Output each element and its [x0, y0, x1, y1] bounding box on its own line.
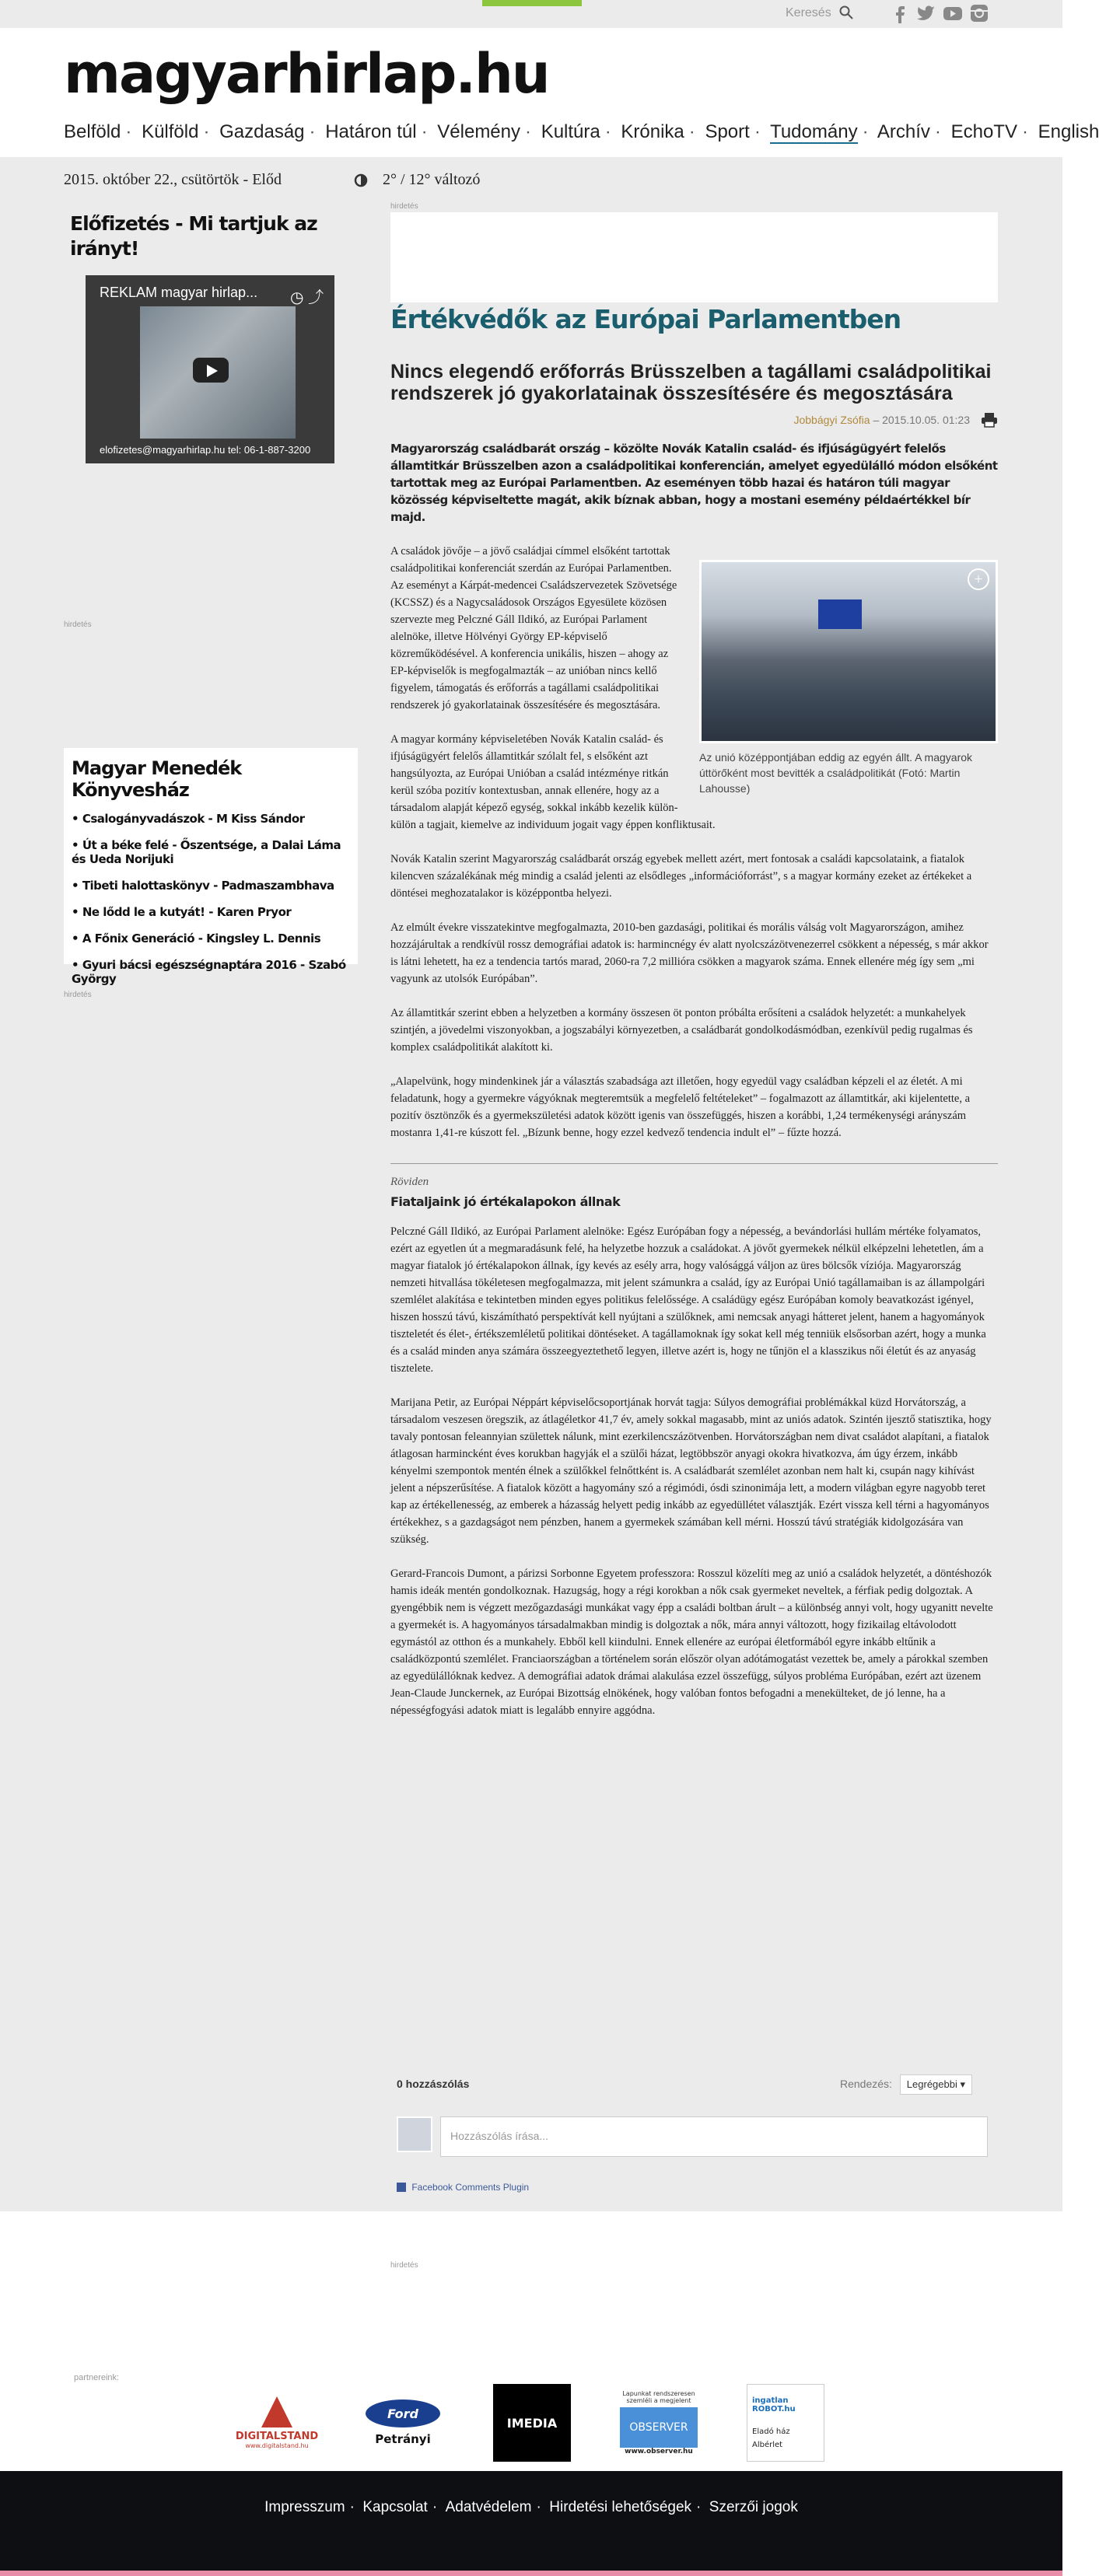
book-item[interactable]: • Ne lődd le a kutyát! - Karen Pryor — [72, 905, 350, 919]
comment-compose — [397, 2116, 988, 2158]
nav-echotv[interactable]: EchoTV — [950, 121, 1017, 142]
avatar — [397, 2116, 432, 2152]
zoom-icon[interactable]: + — [968, 568, 989, 590]
video-title: REKLAM magyar hirlap... — [100, 285, 258, 300]
site-header — [0, 28, 1099, 157]
subscribe-title[interactable]: Előfizetés - Mi tartjuk az irányt! — [70, 212, 317, 260]
facebook-small-icon — [397, 2183, 406, 2192]
article-title: Értékvédők az Európai Parlamentben — [390, 304, 901, 334]
article-paragraph: „Alapelvünk, hogy mindenkinek jár a választás szabadsága azt illetően, hogy egyedül vagy családban képzeli el az életét. A mi feladatunk, hogy a gyermekre vágyóknak megteremtsük a megfelelő feltételeket” – fogalmazott az államtitkár, aki kijelentette, a pozitív ösztönzők és a gyermekszületési adatok között igenis van összefüggés, hiszen a korábbi, 1,24 termékenységi arányszám mostanra 1,41-re kúszott fel. „Bízunk benne, hogy ezzel kedvező tendencia indult el” – fűzte hozzá. — [390, 1075, 971, 1139]
nav-kulfold[interactable]: Külföld — [142, 121, 199, 142]
book-item[interactable]: • Csalogányvadászok - M Kiss Sándor — [72, 812, 350, 826]
page-body — [0, 157, 1062, 2515]
footer-szerzoi-jogok[interactable]: Szerzői jogok — [709, 2499, 798, 2515]
nav-belfold[interactable]: Belföld — [64, 121, 121, 142]
comment-input[interactable]: Hozzászólás írása... — [440, 2116, 988, 2157]
photo-caption: Az unió középpontjában eddig az egyén állt. A magyarok úttörőként most bevitték a családpolitikát (Fotó: Martin Lahousse) — [699, 751, 973, 795]
article-paragraph: Marijana Petir, az Európai Néppárt képviselőcsoportjának horvát tagja: Súlyos demográfiai problémákkal küzd Horvátország, a társadalom veszesen öregszik, az átlagéletkor 41,7 év, amely sokkal magasabb, mint az uniós adatok. Szintén ijesztő statisztika, hogy tavaly pontosan feleannyian születtek nálunk, mint ezerkilencszázötvenben. Horvátországban nem divat családot alapítani, a fiatalok átlagosan harmincként éves korukban hagyják el a szülői házat, legtöbbször anyagi okokra hivatkozva, ám úgy érzem, inkább kényelmi szempontok mentén élnek a szülőkkel felnőttként is. A családbarát szemlélet azonban nem halt ki, csupán nagy kihívást jelent a népszerűsítése. A fiatalok között a hagyomány szó a régimódi, ósdi szinonimája lett, a modern világban egyre nagyobb teret kap az értékellenesség, az emberek a házasság helyett pedig inkább az egyedüllétet választják. Ezért vissza kell térni a hagyományos értékekhez, s a gazdagságot nem pénzben, hanem a gyermekek számában kell mérni. Hosszú távú stratégiák kidolgozására van szükség. — [390, 1396, 992, 1546]
article-paragraph: Az államtitkár szerint ebben a helyzetben a kormány összesen öt ponton próbálta erősíteni a családok helyzetét: a munkahelyek szintjén, a jövedelmi viszonyokban, a jogszabályi környezetben, a családbarát gondolkodásmódban, ezenkívül pedig rugalmas és komplex családpolitikát alakított ki. — [390, 1007, 973, 1054]
section-divider — [390, 1163, 998, 1164]
article-paragraph: Pelczné Gáll Ildikó, az Európai Parlament alelnöke: Egész Európában fogy a népesség, a bevándorlási hullám mértéke folyamatos, ezért az egyetlen út a megmaradásunk felé, ha helyzetbe hozzuk a családokat. A jövőt gyermekek nélkül elképzelni lehetetlen, ám a magyar fiatalok jó értékalapokon állnak, így kevés az esély arra, hogy valósággá váljon az üres bölcsők víziója. Magyarország nemzeti hitvallása tökéletesen megfogalmazza, mit jelent számunkra a család, így az Európai Unió tagállamaiban is az állampolgári szemlélet alakítása e tekintetben minden egyes politikus felelőssége. A családügy egész Európában komoly beavatkozást igényel, hiszen hosszú távú, kiszámítható perspektívát kell nyújtani a szülőknek, ami nemcsak anyagi hátteret jelent, hanem a hagyományok tiszteletét és élet-, értékszemléletű politikai döntéseket. A tagállamoknak így sokat kell még tenniük elsősorban azért, hogy a munka és a család minden anya számára összeegyeztethető legyen, illetve azért is, hogy ne tűnjön el a klasszikus női életút és az anyaság tisztelete. — [390, 1225, 986, 1375]
footer-adatvedelem[interactable]: Adatvédelem — [445, 2499, 532, 2515]
nav-english[interactable]: English — [1038, 121, 1099, 142]
eu-flag — [818, 599, 862, 629]
article-lead: Magyarország családbarát ország – közölte Novák Katalin család- és ifjúságügyért felelős államtitkár Brüsszelben azon a családpolitikai konferencián, amelyet egyedülálló módon elsőként tartottak meg az Európai Parlamentben. Az eseményen több hazai és határon túli magyar közösség képviseltette magát, akik bíznak abban, hogy a mostani esemény példaértékkel bír majd. — [390, 442, 998, 524]
book-item[interactable]: • Gyuri bácsi egészségnaptára 2016 - Szabó György — [72, 958, 350, 986]
site-logo[interactable]: magyarhirlap.hu — [64, 42, 549, 106]
ad-label: hirdetés — [64, 991, 92, 999]
sort-control — [840, 2074, 972, 2095]
publish-date: – 2015.10.05. 01:23 — [873, 414, 970, 426]
roviden-label: Röviden — [390, 1176, 429, 1188]
article-paragraph: Novák Katalin szerint Magyarország családbarát ország egyebek mellett azért, mert fontosak a családi kapcsolataink, a fiatalok kilencven százalékának még mindig a család jelenti az elsődleges „információforrást”, s a magyar kormány ezeket az értékeket a döntései meghozatalakor is középpontba helyezi. — [390, 853, 972, 900]
top-ad-box[interactable] — [390, 212, 998, 302]
site-footer: Impresszum · Kapcsolat · Adatvédelem · Hirdetési lehetőségek · Szerzői jogok — [0, 2471, 1062, 2571]
nav-kronika[interactable]: Krónika — [621, 121, 684, 142]
facebook-icon[interactable] — [890, 3, 910, 23]
weather-icon — [352, 173, 372, 188]
book-item[interactable]: • Tibeti halottaskönyv - Padmaszambhava — [72, 879, 350, 893]
ad-label: hirdetés — [64, 620, 92, 629]
footer-impresszum[interactable]: Impresszum — [264, 2499, 345, 2515]
nav-hataron-tul[interactable]: Határon túl — [325, 121, 417, 142]
book-item[interactable]: • Út a béke felé - Őszentsége, a Dalai Láma és Ueda Norijuki — [72, 838, 350, 866]
partner-logo-ingatlanrobot[interactable]: ingatlan ROBOT.hu Eladó ház Albérlet — [747, 2384, 824, 2462]
search-label[interactable]: Keresés — [786, 6, 831, 19]
article-meta — [390, 414, 998, 426]
comment-count: 0 hozzászólás — [397, 2078, 470, 2090]
article-paragraph: A családok jövője – a jövő családjai címmel elsőként tartottak családpolitikai konferenciát szerdán az Európai Parlamentben. Az eseményt a Kárpát-medencei Családszervezetek Szövetsége (KCSSZ) és a Nagycsaládosok Országos Egyesülete közösen szervezte meg Pelczné Gáll Ildikó, az Európai Parlament alelnöke, illetve Hölvényi György EP-képviselő közreműködésével. A konferencia unikális, hiszen – ahogy az EP-képviselők is megfogalmazták – az unióban nincs kellő figyelem, támogatás és erőforrás a tagállami családpolitikai rendszerek jó gyakorlatainak összesítésére és megosztására. — [390, 545, 677, 711]
video-actions[interactable]: ◷ ⤴ — [289, 289, 324, 306]
date-label: 2015. október 22., csütörtök - Előd — [64, 171, 282, 188]
comments-section — [397, 2078, 988, 2193]
twitter-icon[interactable] — [916, 3, 936, 23]
nav-archiv[interactable]: Archív — [877, 121, 930, 142]
article-body — [390, 543, 998, 1719]
print-icon[interactable] — [981, 412, 998, 428]
nav-tudomany[interactable]: Tudomány — [770, 121, 858, 142]
instagram-icon[interactable] — [969, 3, 989, 23]
article-paragraph: Az elmúlt évekre visszatekintve megfogalmazta, 2010-ben gazdasági, politikai és morális válság volt Magyarországon, amihez hozzájárultak a rendkívül rossz demográfiai adatok is: harmincnégy év alatt nyolcszázötvenezerrel csökkent a népesség, s már akkor is látni lehetett, ha ez a tendencia tartós marad, 2060-ra 7,2 millióra csökken a magyarok száma. Ennek ellenére még így sem „mi vagyunk az utolsók Európában”. — [390, 921, 989, 985]
nav-sport[interactable]: Sport — [705, 121, 750, 142]
main-nav: Belföld · Külföld · Gazdaság · Határon túl · Vélemény · Kultúra · Krónika · Sport · Tudomány · Archív · EchoTV · English — [64, 121, 1099, 142]
partners-strip — [0, 2367, 1062, 2471]
section-title: Fiataljaink jó értékalapokon állnak — [390, 1194, 621, 1209]
nav-kultura[interactable]: Kultúra — [541, 121, 600, 142]
youtube-icon[interactable] — [943, 3, 963, 23]
nav-gazdasag[interactable]: Gazdaság — [219, 121, 305, 142]
book-list — [72, 812, 350, 986]
article-photo[interactable] — [699, 560, 998, 743]
promo-video[interactable] — [86, 275, 334, 463]
bottom-accent-bar — [0, 2571, 1062, 2576]
footer-hirdetesi[interactable]: Hirdetési lehetőségek — [549, 2499, 692, 2515]
partner-logo-observer[interactable]: Lapunkat rendszeresen szemléli a megjelent OBSERVER www.observer.hu — [618, 2384, 700, 2462]
nav-velemeny[interactable]: Vélemény — [437, 121, 521, 142]
top-utility-bar — [0, 0, 1062, 28]
sort-select[interactable]: Legrégebbi ▾ — [900, 2074, 972, 2095]
partner-logo-ford[interactable]: Ford Petrányi — [362, 2384, 443, 2462]
partner-logo-imedia[interactable]: IMEDIA — [493, 2384, 571, 2462]
article-figure — [699, 560, 998, 796]
book-item[interactable]: • A Főnix Generáció - Kingsley L. Dennis — [72, 931, 350, 945]
bottom-ad-box[interactable] — [390, 2272, 998, 2362]
bookstore-title[interactable]: Magyar Menedék Könyvesház — [72, 757, 242, 801]
article-paragraph: Gerard-Francois Dumont, a párizsi Sorbonne Egyetem professzora: Rosszul közelíti meg az unió a családok helyzetét, a döntéshozók hamis ideák mentén gondolkoznak. Hazugság, hogy a régi korokban a nők csak gyermeket neveltek, a férfiak pedig dolgoztak. A gyengébbik nem is végzett mezőgazdasági munkákat vagy épp a családi boltban árult – a különbség annyi volt, hogy ugyanitt nevelte a gyermekét is. A hagyományos társadalmakban mindig is dolgoztak a nők, mára annyi változott, hogy fizikailag eltávolodott egymástól az otthon és a munkahely. Ebből kell kiindulni. Ennek ellenére az európai életformából egyre inkább eltűnik a családközpontú szemlélet. Franciaországban a történelem során először olyan adótámogatást vezettek be, amely a párokkal szemben az egyedülállóknak kedvez. A demográfiai adatok drámai alakulása ezzel összefügg, súlyos probléma Európában, ezért azt üzenem Jean-Claude Junckernek, az Európai Bizottság elnökének, hogy valóban fontos befogadni a menekülteket, de jó lenne, ha a népességfogyási adatok miatt is legalább ennyire aggódna. — [390, 1568, 993, 1717]
partner-logo-digitalstand[interactable]: DIGITALSTAND www.digitalstand.hu — [236, 2384, 317, 2462]
ad-label: hirdetés — [390, 2261, 418, 2270]
article-paragraph: A magyar kormány képviseletében Novák Katalin család- és ifjúságügyért felelős államtitkár szólalt fel, s elsőként azt hangsúlyozta, az Európai Unióban a család intézménye ritkán kerül szóba pozitív kontextusban, annak ellenére, hogy az a társadalom alapját képező egység, sokkal inkább kezelik külön-külön a tagjait, kiemelve az individuum jogait vagy éppen konfliktusait. — [390, 733, 716, 831]
sort-label: Rendezés: — [839, 2078, 892, 2090]
ad-label: hirdetés — [390, 202, 418, 211]
article-subtitle: Nincs elegendő erőforrás Brüsszelben a tagállami családpolitikai rendszerek jó gyakorlatainak összesítésére és megosztására — [390, 361, 992, 404]
green-tab — [482, 0, 582, 6]
facebook-plugin-link[interactable]: Facebook Comments Plugin — [397, 2182, 529, 2193]
footer-kapcsolat[interactable]: Kapcsolat — [362, 2499, 428, 2515]
video-footer: elofizetes@magyarhirlap.hu tel: 06-1-887-3200 — [100, 444, 311, 456]
weather-label: 2° / 12° változó — [383, 171, 481, 188]
article-column — [390, 202, 998, 1719]
partners-label: partnereink: — [74, 2373, 120, 2382]
search-icon[interactable] — [838, 5, 854, 20]
bookstore-box — [64, 748, 358, 986]
author-link[interactable]: Jobbágyi Zsófia — [793, 414, 870, 426]
play-icon[interactable] — [193, 358, 229, 383]
